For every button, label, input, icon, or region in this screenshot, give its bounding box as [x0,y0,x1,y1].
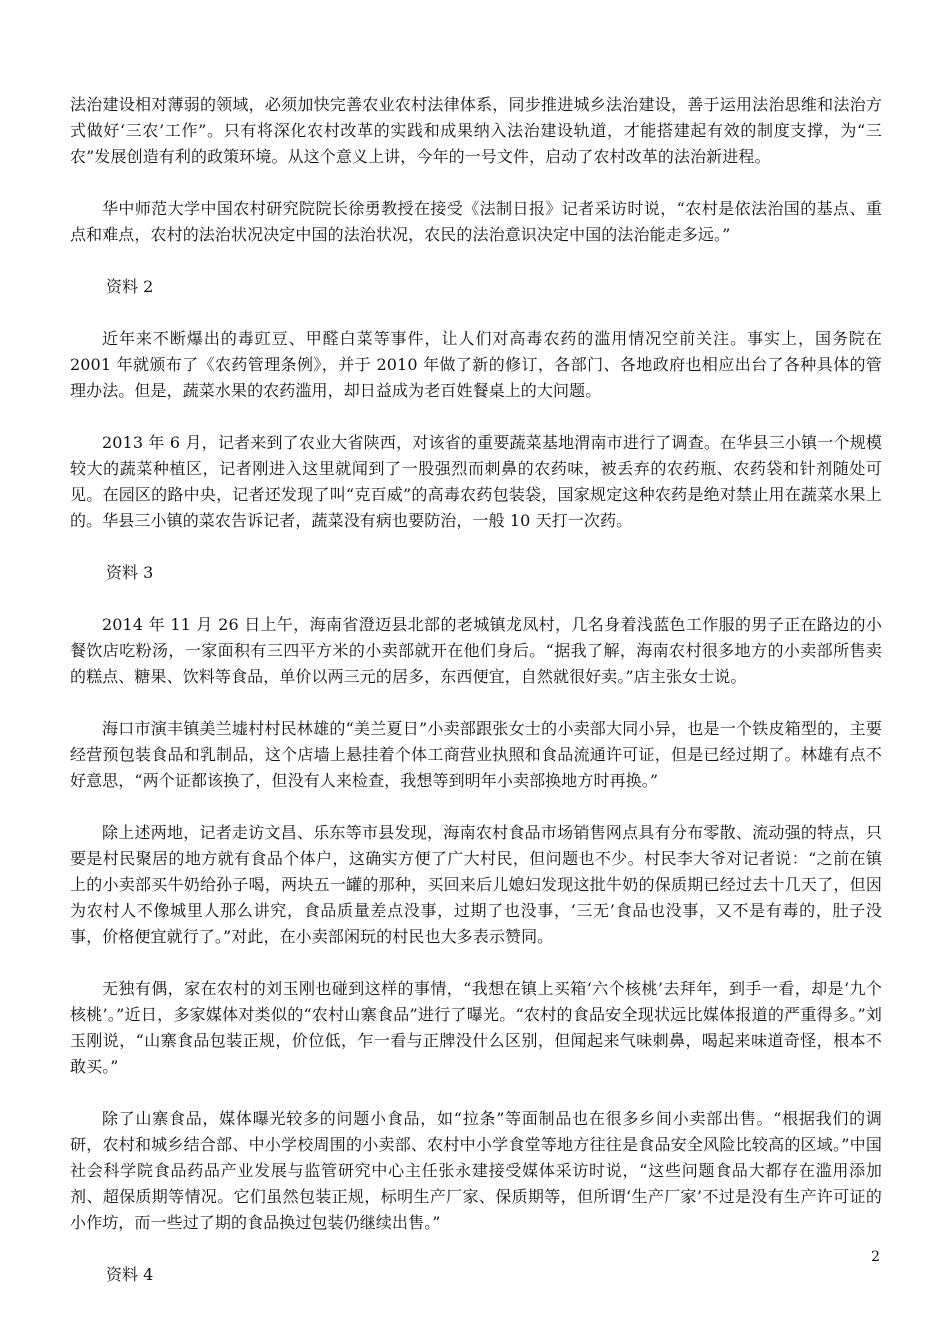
page-number: 2 [871,1249,880,1265]
paragraph-rural-food-outlets: 除上述两地，记者走访文昌、乐东等市县发现，海南农村食品市场销售网点具有分布零散、流动强的特点，只要是村民聚居的地方就有食品个体户，这确实方便了广大村民，但问题也不少。村民李大爷对记者说：“之前在镇上的小卖部买牛奶给孙子喝，两块五一罐的那种，买回来后儿媳妇发现这批牛奶的保质期已经过去十几天了，但因为农村人不像城里人那么讲究，食品质量差点没事，过期了也没事，‘三无’食品也没事，又不是有毒的，肚子没事，价格便宜就行了。”对此，在小卖部闲玩的村民也大多表示赞同。 [70,823,882,946]
document-body [70,92,882,1288]
paragraph-problem-snacks: 除了山寨食品，媒体曝光较多的问题小食品，如“拉条”等面制品也在很多乡间小卖部出售。“根据我们的调研，农村和城乡结合部、中小学校周围的小卖部、农村中小学食堂等地方往往是食品安全风险比较高的区域。”中国社会科学院食品药品产业发展与监管研究中心主任张永建接受媒体采访时说，“这些问题食品大都存在滥用添加剂、超保质期等情况。它们虽然包装正规，标明生产厂家、保质期等，但所谓‘生产厂家’不过是没有生产许可证的小作坊，而一些过了期的食品换过包装仍继续出售。” [70,1109,882,1232]
paragraph-gap [70,170,882,196]
paragraph-pesticide-abuse: 近年来不断爆出的毒豇豆、甲醛白菜等事件，让人们对高毒农药的滥用情况空前关注。事实上，国务院在 2001 年就颁布了《农药管理条例》，并于 2010 年做了新的修订，各部门、各地政府也相应出台了各种具体的管理办法。但是，蔬菜水果的农药滥用，却日益成为老百姓餐桌上的大问题。 [70,329,882,400]
paragraph-gap [70,248,882,274]
paragraph-gap [70,404,882,430]
paragraph-shaanxi-investigation: 2013 年 6 月，记者来到了农业大省陕西，对该省的重要蔬菜基地渭南市进行了调查。在华县三小镇一个规模较大的蔬菜种植区，记者刚进入这里就闻到了一股强烈而刺鼻的农药味，被丢弃的农药瓶、农药袋和针剂随处可见。在园区的路中央，记者还发现了叫“克百威”的高毒农药包装袋，国家规定这种农药是绝对禁止用在蔬菜水果上的。华县三小镇的菜农告诉记者，蔬菜没有病也要防治，一般 10 天打一次药。 [70,433,882,530]
paragraph-gap [70,1080,882,1106]
paragraph-xu-yong-quote: 华中师范大学中国农村研究院院长徐勇教授在接受《法制日报》记者采访时说，“农村是依法治国的基点、重点和难点，农村的法治状况决定中国的法治状况，农民的法治意识决定中国的法治能走多远。” [70,199,882,244]
paragraph-intro-continuation: 法治建设相对薄弱的领域，必须加快完善农业农村法律体系，同步推进城乡法治建设，善于运用法治思维和法治方式做好‘三农’工作”。只有将深化农村改革的实践和成果纳入法治建设轨道，才能搭建起有效的制度支撑，为“三农”发展创造有利的政策环境。从这个意义上讲，今年的一号文件，启动了农村改革的法治新进程。 [70,95,882,166]
section-heading-material-4: 资料 4 [106,1265,154,1284]
paragraph-gap [70,950,882,976]
paragraph-gap [70,690,882,716]
paragraph-gap [70,300,882,326]
paragraph-gap [70,586,882,612]
paragraph-counterfeit-food: 无独有偶，家在农村的刘玉刚也碰到这样的事情，“我想在镇上买箱‘六个核桃’去拜年，到手一看，却是‘九个核桃’。”近日，多家媒体对类似的“农村山寨食品”进行了曝光。“农村的食品安全现状远比媒体报道的严重得多。”刘玉刚说，“山寨食品包装正规，价位低，乍一看与正牌没什么区别，但闻起来气味刺鼻，喝起来味道奇怪，根本不敢买。” [70,979,882,1076]
paragraph-gap [70,1236,882,1262]
paragraph-hainan-shop: 2014 年 11 月 26 日上午，海南省澄迈县北部的老城镇龙凤村，几名身着浅蓝色工作服的男子正在路边的小餐饮店吃粉汤，一家面积有三四平方米的小卖部就开在他们身后。“据我了解，海南农村很多地方的小卖部所售卖的糕点、糖果、饮料等食品，单价以两三元的居多，东西便宜，自然就很好卖。”店主张女士说。 [70,615,882,686]
paragraph-gap [70,534,882,560]
section-heading-material-3: 资料 3 [106,563,154,582]
paragraph-gap [70,794,882,820]
paragraph-meilan-summer-shop: 海口市演丰镇美兰墟村村民林雄的“美兰夏日”小卖部跟张女士的小卖部大同小异，也是一个铁皮箱型的，主要经营预包装食品和乳制品，这个店墙上悬挂着个体工商营业执照和食品流通许可证，但是已经过期了。林雄有点不好意思，“两个证都该换了，但没有人来检查，我想等到明年小卖部换地方时再换。” [70,719,882,790]
section-heading-material-2: 资料 2 [106,277,154,296]
